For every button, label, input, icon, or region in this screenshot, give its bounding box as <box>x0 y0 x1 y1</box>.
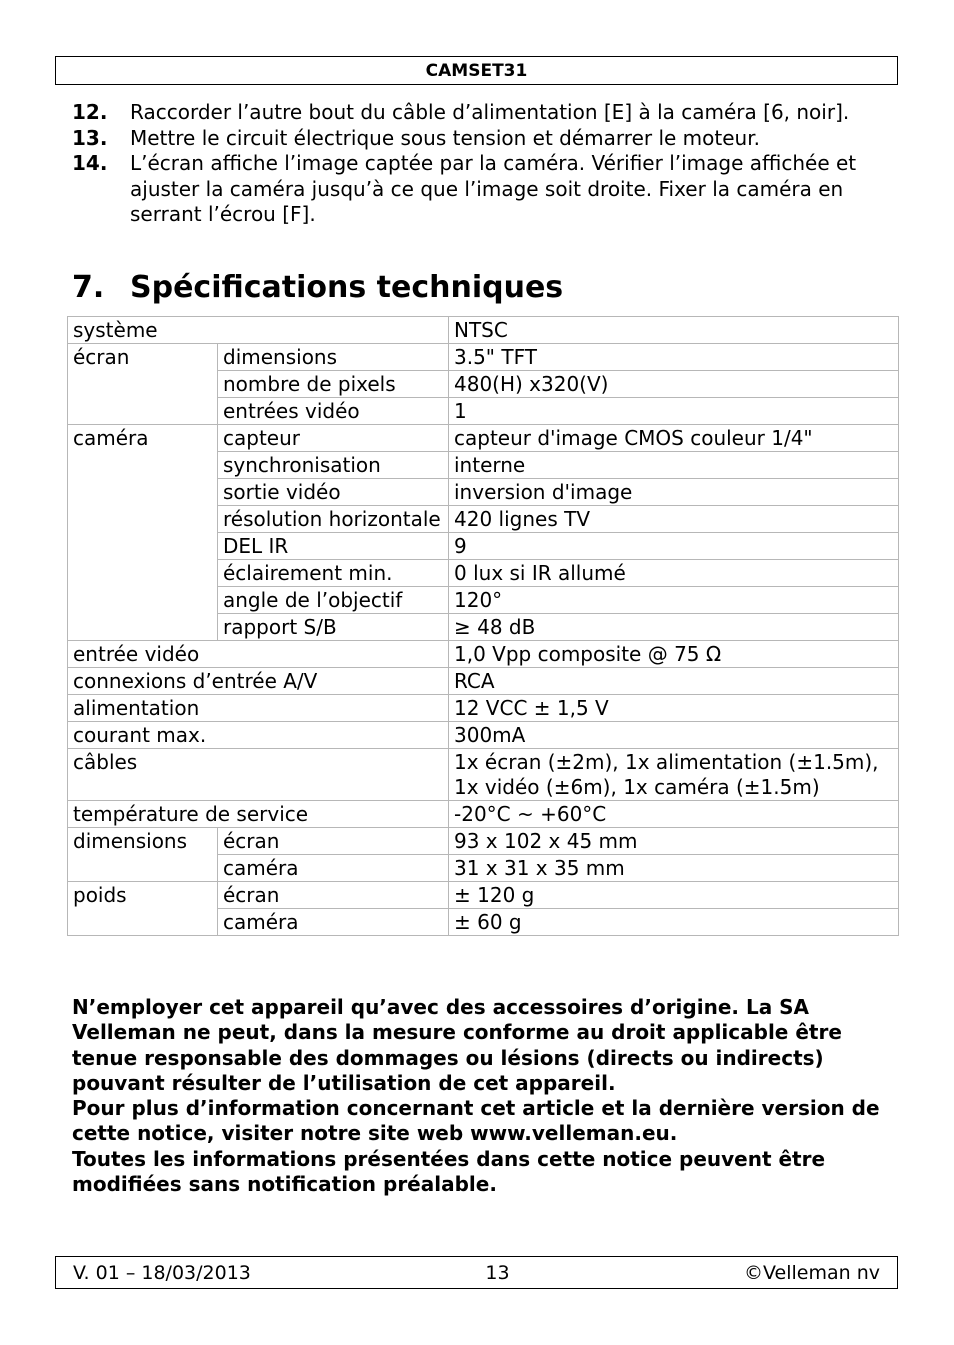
spec-sublabel: caméra <box>218 909 449 936</box>
spec-value: RCA <box>449 668 899 695</box>
spec-value: NTSC <box>449 317 899 344</box>
step-text: L’écran affiche l’image captée par la caméra. Vérifier l’image affichée et ajuster la caméra jusqu’à ce que l’image soit droite. Fixer la caméra en serrant l’écrou [F]. <box>130 151 857 226</box>
spec-sublabel: nombre de pixels <box>218 371 449 398</box>
spec-value: 31 x 31 x 35 mm <box>449 855 899 882</box>
notice-paragraph: N’employer cet appareil qu’avec des accessoires d’origine. La SA Velleman ne peut, dans la mesure conforme au droit applicable être tenue responsable des dommages ou lésions (directs ou indirects) pouvant résulter de l’utilisation de cet appareil. <box>72 995 842 1095</box>
spec-value: 420 lignes TV <box>449 506 899 533</box>
spec-group-label: poids <box>68 882 218 936</box>
document-title: CAMSET31 <box>425 60 528 81</box>
spec-row <box>68 641 899 668</box>
section-heading <box>72 270 563 305</box>
spec-sublabel: rapport S/B <box>218 614 449 641</box>
spec-value: ± 120 g <box>449 882 899 909</box>
notice-paragraph: Toutes les informations présentées dans cette notice peuvent être modifiées sans notification préalable. <box>72 1146 826 1197</box>
spec-value: 480(H) x320(V) <box>449 371 899 398</box>
spec-value: interne <box>449 452 899 479</box>
legal-notice <box>72 995 882 1197</box>
spec-sublabel: éclairement min. <box>218 560 449 587</box>
spec-label: système <box>68 317 449 344</box>
step-text: Raccorder l’autre bout du câble d’alimentation [E] à la caméra [6, noir]. <box>130 100 850 124</box>
section-title: Spécifications techniques <box>130 270 564 305</box>
spec-value: 1x écran (±2m), 1x alimentation (±1.5m), 1x vidéo (±6m), 1x caméra (±1.5m) <box>449 749 899 801</box>
spec-value: -20°C ~ +60°C <box>449 801 899 828</box>
step-number: 14. <box>72 151 108 175</box>
instruction-steps <box>72 100 882 228</box>
spec-sublabel: sortie vidéo <box>218 479 449 506</box>
spec-row <box>68 722 899 749</box>
spec-value: 12 VCC ± 1,5 V <box>449 695 899 722</box>
spec-row <box>68 801 899 828</box>
spec-row <box>68 668 899 695</box>
spec-value: 0 lux si IR allumé <box>449 560 899 587</box>
spec-label: courant max. <box>68 722 449 749</box>
step-item <box>72 151 882 228</box>
page-number: 13 <box>485 1261 510 1284</box>
spec-row <box>68 317 899 344</box>
spec-value: 120° <box>449 587 899 614</box>
spec-sublabel: angle de l’objectif <box>218 587 449 614</box>
spec-value: 9 <box>449 533 899 560</box>
spec-sublabel: entrées vidéo <box>218 398 449 425</box>
spec-sublabel: écran <box>218 882 449 909</box>
spec-row <box>68 425 899 452</box>
spec-row <box>68 344 899 371</box>
spec-value: 300mA <box>449 722 899 749</box>
spec-sublabel: résolution horizontale <box>218 506 449 533</box>
spec-value: 3.5" TFT <box>449 344 899 371</box>
spec-group-label: dimensions <box>68 828 218 882</box>
spec-value: ≥ 48 dB <box>449 614 899 641</box>
spec-label: connexions d’entrée A/V <box>68 668 449 695</box>
version-date: V. 01 – 18/03/2013 <box>73 1261 251 1284</box>
spec-label: câbles <box>68 749 449 801</box>
spec-group-label: écran <box>68 344 218 425</box>
spec-value: capteur d'image CMOS couleur 1/4" <box>449 425 899 452</box>
page-footer <box>55 1256 898 1289</box>
spec-value: 93 x 102 x 45 mm <box>449 828 899 855</box>
step-text: Mettre le circuit électrique sous tension et démarrer le moteur. <box>130 125 760 150</box>
spec-value: 1 <box>449 398 899 425</box>
copyright: ©Velleman nv <box>744 1261 880 1284</box>
spec-label: température de service <box>68 801 449 828</box>
spec-value: ± 60 g <box>449 909 899 936</box>
spec-sublabel: caméra <box>218 855 449 882</box>
spec-sublabel: écran <box>218 828 449 855</box>
spec-value: inversion d'image <box>449 479 899 506</box>
spec-sublabel: synchronisation <box>218 452 449 479</box>
section-number: 7. <box>72 270 105 305</box>
step-number: 13. <box>72 125 108 150</box>
spec-sublabel: dimensions <box>218 344 449 371</box>
spec-row <box>68 828 899 855</box>
spec-label: alimentation <box>68 695 449 722</box>
spec-value: 1,0 Vpp composite @ 75 Ω <box>449 641 899 668</box>
spec-row <box>68 695 899 722</box>
notice-paragraph: Pour plus d’information concernant cet article et la dernière version de cette notice, visiter notre site web www.velleman.eu. <box>72 1096 880 1146</box>
spec-label: entrée vidéo <box>68 641 449 668</box>
spec-sublabel: DEL IR <box>218 533 449 560</box>
step-item <box>72 126 882 152</box>
step-item <box>72 100 882 126</box>
spec-group-label: caméra <box>68 425 218 641</box>
page-header <box>55 56 898 85</box>
specifications-table <box>67 316 899 936</box>
step-number: 12. <box>72 100 108 124</box>
spec-row <box>68 882 899 909</box>
spec-row <box>68 749 899 801</box>
spec-sublabel: capteur <box>218 425 449 452</box>
